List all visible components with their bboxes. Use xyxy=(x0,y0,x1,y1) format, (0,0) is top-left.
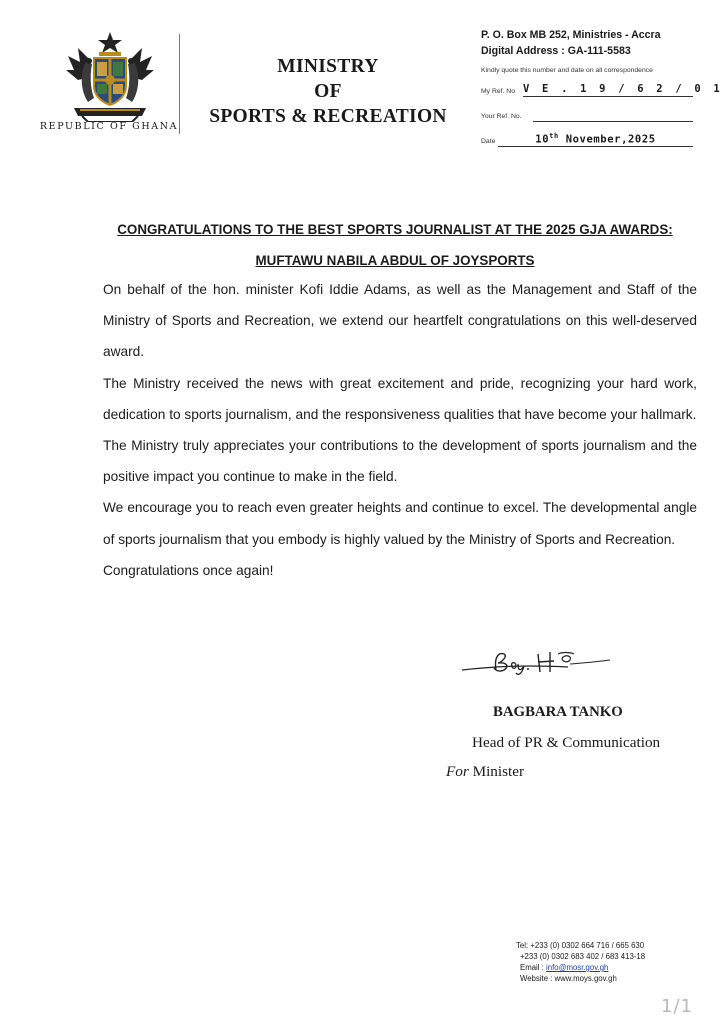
coat-of-arms-icon xyxy=(52,30,168,122)
date-suffix: th xyxy=(549,131,559,140)
paragraph-3: The Ministry truly appreciates your contributions to the development of sports journalism and the positive impact you continue to make in the field. xyxy=(103,438,697,485)
contact-footer xyxy=(516,940,645,984)
postal-address: P. O. Box MB 252, Ministries - Accra xyxy=(481,29,661,41)
date-label: Date xyxy=(481,138,496,145)
signatory-for-minister xyxy=(446,763,524,781)
footer-tel-1: Tel: +233 (0) 0302 664 716 / 665 630 xyxy=(516,941,645,950)
ministry-line-1: MINISTRY xyxy=(277,56,379,77)
footer-email-link[interactable]: info@mosr.gov.gh xyxy=(546,963,609,972)
ministry-line-3: SPORTS & RECREATION xyxy=(209,106,447,127)
footer-email-label: Email : xyxy=(520,963,546,972)
letter-title-line-1: CONGRATULATIONS TO THE BEST SPORTS JOURNALIST AT THE 2025 GJA AWARDS: xyxy=(117,222,673,237)
paragraph-4: We encourage you to reach even greater heights and continue to excel. The developmental angle of sports journalism that you embody is highly valued by the Ministry of Sports and Recreation. xyxy=(103,500,697,547)
date-month-year: November,2025 xyxy=(558,133,656,145)
date-day: 10 xyxy=(535,133,550,145)
footer-tel-2: +233 (0) 0302 683 402 / 683 413-18 xyxy=(520,952,646,961)
your-ref-row xyxy=(481,108,693,122)
footer-website: Website : www.moys.gov.gh xyxy=(520,974,617,983)
ministry-name xyxy=(200,54,456,129)
your-ref-value xyxy=(533,109,693,122)
date-row xyxy=(481,133,693,147)
date-value xyxy=(498,130,693,148)
my-ref-value: V E . 1 9 / 6 2 / 0 1 xyxy=(523,83,723,95)
handwritten-signature xyxy=(458,646,618,680)
for-word: For xyxy=(446,763,469,780)
for-minister: Minister xyxy=(468,763,525,780)
header-divider xyxy=(179,34,180,134)
footer-email xyxy=(516,962,645,973)
republic-of-ghana-label: REPUBLIC OF GHANA xyxy=(39,121,179,132)
my-ref-label: My Ref. No xyxy=(481,88,515,95)
your-ref-label: Your Ref. No. xyxy=(481,113,522,120)
digital-address: Digital Address : GA-111-5583 xyxy=(481,45,631,57)
page-indicator: 1/1 xyxy=(661,996,693,1017)
letter-body xyxy=(103,274,697,586)
paragraph-1: On behalf of the hon. minister Kofi Iddie Adams, as well as the Management and Staff of the Ministry of Sports and Recreation, we extend our heartfelt congratulations on this well-deserved award. xyxy=(103,282,697,360)
ministry-line-2: OF xyxy=(314,81,342,102)
letterhead xyxy=(0,0,723,160)
my-ref-row xyxy=(481,83,723,97)
signatory-title: Head of PR & Communication xyxy=(472,734,661,751)
letter-title-line-2: MUFTAWU NABILA ABDUL OF JOYSPORTS xyxy=(255,253,535,268)
paragraph-2: The Ministry received the news with great excitement and pride, recognizing your hard work, dedication to sports journalism, and the responsiveness qualities that have become your hallmark. xyxy=(103,375,697,422)
signatory-name: BAGBARA TANKO xyxy=(493,704,623,720)
paragraph-5: Congratulations once again! xyxy=(103,562,274,578)
quote-reference-note: Kindly quote this number and date on all correspondence xyxy=(481,67,653,74)
letter-title xyxy=(90,214,700,276)
